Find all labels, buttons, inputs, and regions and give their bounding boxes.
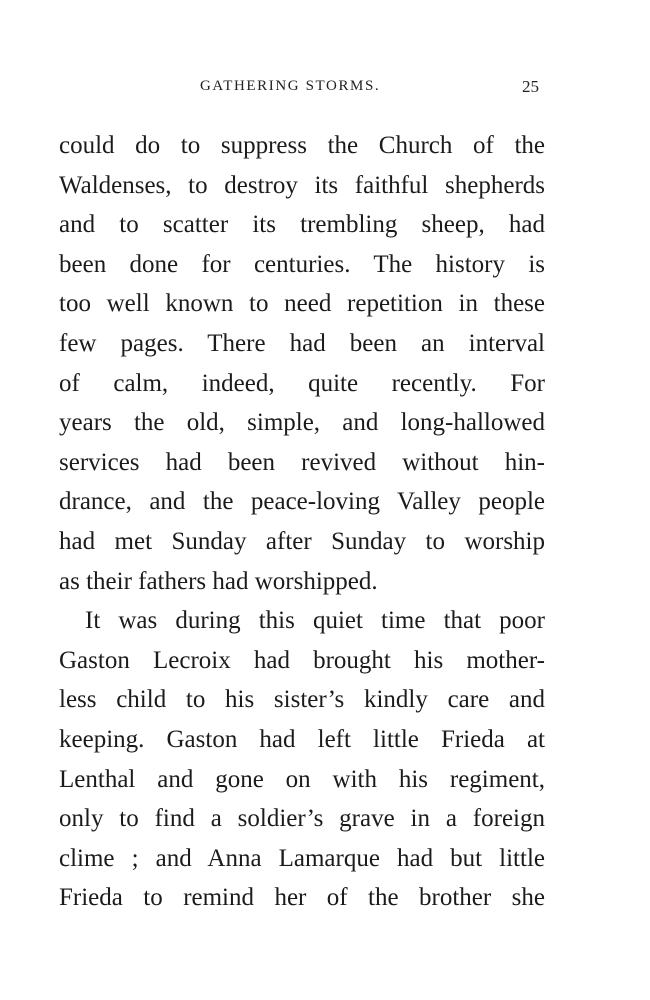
text-line: too well known to need repetition in these xyxy=(59,290,545,318)
body-text xyxy=(59,126,545,918)
text-line: few pages. There had been an interval xyxy=(59,329,545,357)
text-line: could do to suppress the Church of the xyxy=(59,132,545,159)
text-line: keeping. Gaston had left little Frieda at xyxy=(59,725,545,753)
text-line: Lenthal and gone on with his regiment, xyxy=(59,765,545,793)
text-line: of calm, indeed, quite recently. For xyxy=(59,369,545,397)
text-line: clime ; and Anna Lamarque had but little xyxy=(59,844,545,872)
text-line: less child to his sister’s kindly care and xyxy=(59,686,545,714)
paragraph-end-line: as their fathers had worshipped. xyxy=(59,567,378,595)
page-number: 25 xyxy=(522,77,539,96)
paragraph-start-line: It was during this quiet time that poor xyxy=(85,607,545,635)
text-line: been done for centuries. The history is xyxy=(59,250,545,278)
text-line: Waldenses, to destroy its faithful shepherds xyxy=(59,171,545,199)
text-line: years the old, simple, and long-hallowed xyxy=(59,409,545,437)
text-line: and to scatter its trembling sheep, had xyxy=(59,211,545,239)
text-line: Frieda to remind her of the brother she xyxy=(59,884,545,912)
text-line: Gaston Lecroix had brought his mother- xyxy=(59,646,545,674)
text-line: only to find a soldier’s grave in a foreign xyxy=(59,805,545,833)
running-head xyxy=(0,78,650,100)
text-line: drance, and the peace-loving Valley people xyxy=(59,488,545,516)
running-title: GATHERING STORMS. xyxy=(200,78,381,94)
text-line: had met Sunday after Sunday to worship xyxy=(59,527,545,555)
text-line: services had been revived without hin- xyxy=(59,448,545,476)
